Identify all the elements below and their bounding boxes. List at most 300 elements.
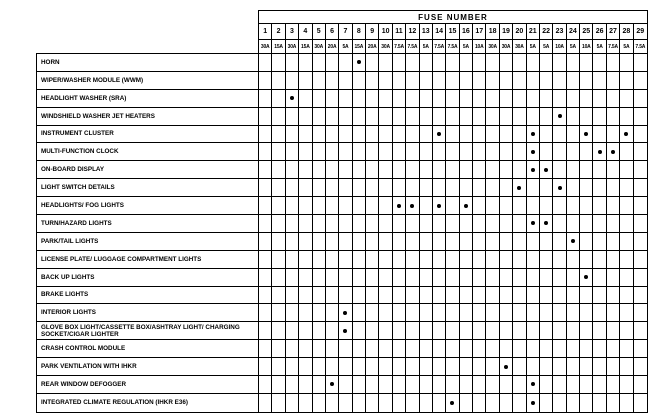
fuse-cell <box>446 143 459 160</box>
fuse-cell <box>366 304 379 321</box>
table-row <box>37 394 647 412</box>
fuse-cell <box>580 358 593 375</box>
amp-rating-cell: 30A <box>259 40 272 53</box>
fuse-cell <box>460 304 473 321</box>
row-label: REAR WINDOW DEFOGGER <box>37 376 259 393</box>
row-cells <box>259 108 647 125</box>
fuse-cell <box>473 143 486 160</box>
table-row <box>37 179 647 197</box>
fuse-cell <box>460 54 473 71</box>
row-cells <box>259 143 647 160</box>
row-cells <box>259 358 647 375</box>
fuse-cell <box>567 126 580 143</box>
fuse-cell <box>299 54 312 71</box>
fuse-marker-dot <box>330 382 334 386</box>
fuse-cell <box>420 251 433 268</box>
fuse-cell <box>339 197 352 214</box>
fuse-cell <box>513 161 526 178</box>
fuse-cell <box>272 322 285 339</box>
fuse-cell <box>393 179 406 196</box>
fuse-marker-dot <box>598 150 602 154</box>
fuse-cell <box>634 90 647 107</box>
fuse-cell <box>393 197 406 214</box>
fuse-cell <box>567 197 580 214</box>
fuse-cell <box>286 251 299 268</box>
fuse-cell <box>259 358 272 375</box>
fuse-cell <box>500 304 513 321</box>
fuse-cell <box>486 233 499 250</box>
row-cells <box>259 215 647 232</box>
fuse-marker-dot <box>450 401 454 405</box>
fuse-marker-dot <box>531 168 535 172</box>
fuse-cell <box>286 54 299 71</box>
fuse-cell <box>259 179 272 196</box>
fuse-cell <box>393 233 406 250</box>
fuse-cell <box>326 304 339 321</box>
fuse-cell <box>460 358 473 375</box>
row-cells <box>259 304 647 321</box>
fuse-cell <box>567 54 580 71</box>
fuse-cell <box>593 197 606 214</box>
fuse-cell <box>513 215 526 232</box>
fuse-cell <box>420 54 433 71</box>
fuse-number-cell: 25 <box>580 24 593 39</box>
fuse-cell <box>486 197 499 214</box>
fuse-cell <box>620 90 633 107</box>
fuse-cell <box>379 251 392 268</box>
fuse-cell <box>634 269 647 286</box>
fuse-cell <box>580 322 593 339</box>
fuse-cell <box>299 179 312 196</box>
fuse-cell <box>339 161 352 178</box>
fuse-cell <box>500 287 513 304</box>
fuse-cell <box>286 394 299 412</box>
table-row <box>37 251 647 269</box>
fuse-cell <box>299 269 312 286</box>
fuse-cell <box>553 304 566 321</box>
fuse-cell <box>527 304 540 321</box>
fuse-cell <box>540 251 553 268</box>
fuse-cell <box>313 251 326 268</box>
fuse-cell <box>634 358 647 375</box>
fuse-cell <box>567 161 580 178</box>
fuse-cell <box>272 394 285 412</box>
fuse-cell <box>473 126 486 143</box>
amp-rating-cell: 5A <box>527 40 540 53</box>
fuse-cell <box>406 251 419 268</box>
fuse-cell <box>486 376 499 393</box>
fuse-cell <box>446 161 459 178</box>
amp-rating-cell: 5A <box>339 40 352 53</box>
fuse-cell <box>326 269 339 286</box>
fuse-cell <box>406 108 419 125</box>
fuse-cell <box>460 179 473 196</box>
fuse-cell <box>353 126 366 143</box>
fuse-cell <box>433 304 446 321</box>
fuse-cell <box>420 143 433 160</box>
fuse-number-cell: 23 <box>553 24 566 39</box>
row-cells <box>259 287 647 304</box>
fuse-cell <box>366 54 379 71</box>
fuse-cell <box>634 287 647 304</box>
fuse-cell <box>540 394 553 412</box>
fuse-cell <box>366 197 379 214</box>
fuse-cell <box>353 143 366 160</box>
fuse-cell <box>379 233 392 250</box>
fuse-cell <box>446 340 459 357</box>
fuse-cell <box>353 340 366 357</box>
row-cells <box>259 376 647 393</box>
fuse-cell <box>299 304 312 321</box>
fuse-cell <box>326 233 339 250</box>
fuse-cell <box>634 126 647 143</box>
fuse-cell <box>634 394 647 412</box>
fuse-cell <box>460 72 473 89</box>
fuse-cell <box>406 179 419 196</box>
fuse-cell <box>366 322 379 339</box>
fuse-cell <box>473 54 486 71</box>
fuse-cell <box>460 215 473 232</box>
fuse-cell <box>500 215 513 232</box>
row-label: TURN/HAZARD LIGHTS <box>37 215 259 232</box>
row-label: PARK VENTILATION WITH IHKR <box>37 358 259 375</box>
fuse-cell <box>446 322 459 339</box>
fuse-cell <box>420 233 433 250</box>
fuse-cell <box>286 126 299 143</box>
fuse-cell <box>433 233 446 250</box>
fuse-cell <box>460 90 473 107</box>
fuse-cell <box>393 108 406 125</box>
fuse-cell <box>433 251 446 268</box>
fuse-marker-dot <box>343 329 347 333</box>
fuse-cell <box>353 358 366 375</box>
fuse-cell <box>513 394 526 412</box>
fuse-cell <box>500 54 513 71</box>
amp-ratings-row <box>259 40 647 53</box>
fuse-cell <box>527 126 540 143</box>
fuse-cell <box>272 251 285 268</box>
fuse-number-cell: 26 <box>593 24 606 39</box>
fuse-cell <box>513 108 526 125</box>
row-label: WIPER/WASHER MODULE (WWM) <box>37 72 259 89</box>
fuse-cell <box>379 179 392 196</box>
fuse-cell <box>513 72 526 89</box>
fuse-cell <box>379 304 392 321</box>
fuse-cell <box>486 322 499 339</box>
fuse-cell <box>433 197 446 214</box>
fuse-cell <box>634 304 647 321</box>
fuse-cell <box>620 340 633 357</box>
fuse-cell <box>580 143 593 160</box>
fuse-cell <box>473 304 486 321</box>
fuse-cell <box>326 358 339 375</box>
fuse-cell <box>366 287 379 304</box>
fuse-cell <box>379 287 392 304</box>
row-label: PARK/TAIL LIGHTS <box>37 233 259 250</box>
fuse-cell <box>607 304 620 321</box>
amp-rating-cell: 10A <box>553 40 566 53</box>
fuse-cell <box>313 54 326 71</box>
fuse-cell <box>420 161 433 178</box>
fuse-cell <box>580 108 593 125</box>
fuse-cell <box>527 376 540 393</box>
fuse-cell <box>607 179 620 196</box>
fuse-cell <box>379 161 392 178</box>
amp-rating-cell: 7.5A <box>393 40 406 53</box>
fuse-cell <box>460 340 473 357</box>
fuse-cell <box>313 340 326 357</box>
fuse-cell <box>259 376 272 393</box>
fuse-grid-header <box>258 10 648 53</box>
fuse-cell <box>634 197 647 214</box>
fuse-cell <box>379 269 392 286</box>
fuse-cell <box>420 358 433 375</box>
row-label: BACK UP LIGHTS <box>37 269 259 286</box>
fuse-cell <box>326 90 339 107</box>
fuse-cell <box>620 322 633 339</box>
table-row <box>37 54 647 72</box>
table-header-band <box>36 10 648 53</box>
fuse-cell <box>540 197 553 214</box>
fuse-cell <box>299 287 312 304</box>
fuse-numbers-row <box>259 24 647 40</box>
fuse-cell <box>259 340 272 357</box>
fuse-cell <box>540 340 553 357</box>
fuse-cell <box>486 126 499 143</box>
fuse-cell <box>580 269 593 286</box>
fuse-cell <box>313 215 326 232</box>
fuse-cell <box>313 197 326 214</box>
fuse-marker-dot <box>584 132 588 136</box>
fuse-cell <box>513 376 526 393</box>
fuse-cell <box>406 215 419 232</box>
fuse-cell <box>406 287 419 304</box>
fuse-marker-dot <box>558 186 562 190</box>
row-cells <box>259 340 647 357</box>
fuse-cell <box>607 108 620 125</box>
fuse-cell <box>326 108 339 125</box>
fuse-cell <box>420 322 433 339</box>
fuse-cell <box>366 340 379 357</box>
fuse-cell <box>286 72 299 89</box>
fuse-cell <box>567 322 580 339</box>
fuse-cell <box>286 108 299 125</box>
fuse-cell <box>259 322 272 339</box>
fuse-cell <box>446 197 459 214</box>
fuse-cell <box>620 108 633 125</box>
fuse-cell <box>272 287 285 304</box>
fuse-cell <box>620 287 633 304</box>
row-cells <box>259 54 647 71</box>
fuse-cell <box>353 304 366 321</box>
fuse-cell <box>259 304 272 321</box>
fuse-cell <box>540 233 553 250</box>
fuse-cell <box>580 233 593 250</box>
fuse-cell <box>634 143 647 160</box>
fuse-cell <box>593 54 606 71</box>
fuse-cell <box>379 376 392 393</box>
row-label: HEADLIGHTS/ FOG LIGHTS <box>37 197 259 214</box>
row-label: CRASH CONTROL MODULE <box>37 340 259 357</box>
fuse-cell <box>313 161 326 178</box>
fuse-number-cell: 14 <box>433 24 446 39</box>
fuse-cell <box>607 54 620 71</box>
fuse-cell <box>286 161 299 178</box>
fuse-cell <box>259 90 272 107</box>
fuse-cell <box>460 376 473 393</box>
fuse-number-cell: 5 <box>313 24 326 39</box>
amp-rating-cell: 5A <box>540 40 553 53</box>
fuse-cell <box>567 269 580 286</box>
fuse-cell <box>473 161 486 178</box>
fuse-cell <box>366 376 379 393</box>
fuse-cell <box>299 161 312 178</box>
fuse-cell <box>553 108 566 125</box>
fuse-cell <box>326 126 339 143</box>
fuse-cell <box>527 269 540 286</box>
fuse-cell <box>353 90 366 107</box>
table-row <box>37 108 647 126</box>
fuse-cell <box>259 72 272 89</box>
fuse-cell <box>299 376 312 393</box>
row-label: INSTRUMENT CLUSTER <box>37 126 259 143</box>
fuse-cell <box>379 54 392 71</box>
fuse-cell <box>433 179 446 196</box>
fuse-cell <box>420 197 433 214</box>
fuse-cell <box>272 358 285 375</box>
fuse-cell <box>460 126 473 143</box>
fuse-cell <box>634 108 647 125</box>
fuse-cell <box>473 322 486 339</box>
fuse-cell <box>406 358 419 375</box>
fuse-cell <box>593 376 606 393</box>
fuse-cell <box>299 394 312 412</box>
row-label: WINDSHIELD WASHER JET HEATERS <box>37 108 259 125</box>
fuse-cell <box>299 143 312 160</box>
fuse-cell <box>286 197 299 214</box>
fuse-cell <box>580 179 593 196</box>
row-label: HEADLIGHT WASHER (SRA) <box>37 90 259 107</box>
fuse-cell <box>272 340 285 357</box>
fuse-cell <box>500 358 513 375</box>
table-row <box>37 143 647 161</box>
fuse-marker-dot <box>290 96 294 100</box>
fuse-cell <box>259 54 272 71</box>
fuse-cell <box>486 251 499 268</box>
fuse-cell <box>486 358 499 375</box>
fuse-cell <box>580 54 593 71</box>
fuse-marker-dot <box>437 132 441 136</box>
row-cells <box>259 90 647 107</box>
fuse-cell <box>353 376 366 393</box>
fuse-cell <box>473 376 486 393</box>
fuse-cell <box>607 376 620 393</box>
fuse-marker-dot <box>531 132 535 136</box>
amp-rating-cell: 7.5A <box>446 40 459 53</box>
fuse-cell <box>513 143 526 160</box>
fuse-cell <box>393 161 406 178</box>
fuse-cell <box>553 322 566 339</box>
fuse-cell <box>580 215 593 232</box>
fuse-cell <box>527 90 540 107</box>
fuse-cell <box>527 340 540 357</box>
fuse-cell <box>339 90 352 107</box>
fuse-cell <box>286 143 299 160</box>
fuse-marker-dot <box>531 150 535 154</box>
fuse-cell <box>353 54 366 71</box>
fuse-cell <box>634 179 647 196</box>
fuse-cell <box>513 179 526 196</box>
table-row <box>37 269 647 287</box>
fuse-cell <box>379 322 392 339</box>
fuse-cell <box>446 269 459 286</box>
fuse-cell <box>286 90 299 107</box>
fuse-cell <box>339 108 352 125</box>
fuse-cell <box>593 90 606 107</box>
fuse-cell <box>567 340 580 357</box>
fuse-cell <box>513 322 526 339</box>
fuse-cell <box>286 322 299 339</box>
fuse-cell <box>420 126 433 143</box>
fuse-cell <box>567 143 580 160</box>
fuse-cell <box>272 179 285 196</box>
fuse-cell <box>580 72 593 89</box>
fuse-allocation-table <box>36 10 648 413</box>
fuse-cell <box>500 376 513 393</box>
fuse-cell <box>379 90 392 107</box>
fuse-cell <box>406 376 419 393</box>
fuse-number-cell: 11 <box>393 24 406 39</box>
fuse-cell <box>527 161 540 178</box>
row-cells <box>259 322 647 339</box>
fuse-cell <box>299 322 312 339</box>
amp-rating-cell: 5A <box>620 40 633 53</box>
fuse-number-cell: 3 <box>286 24 299 39</box>
amp-rating-cell: 30A <box>313 40 326 53</box>
fuse-cell <box>540 108 553 125</box>
fuse-cell <box>366 161 379 178</box>
fuse-cell <box>420 108 433 125</box>
fuse-cell <box>553 287 566 304</box>
fuse-cell <box>500 143 513 160</box>
fuse-cell <box>620 269 633 286</box>
fuse-cell <box>366 269 379 286</box>
fuse-cell <box>259 287 272 304</box>
fuse-number-cell: 24 <box>567 24 580 39</box>
fuse-cell <box>553 376 566 393</box>
row-cells <box>259 126 647 143</box>
amp-rating-cell: 30A <box>286 40 299 53</box>
fuse-cell <box>593 304 606 321</box>
fuse-cell <box>486 179 499 196</box>
fuse-cell <box>339 72 352 89</box>
fuse-cell <box>433 126 446 143</box>
fuse-marker-dot <box>464 204 468 208</box>
fuse-cell <box>326 143 339 160</box>
amp-rating-cell: 30A <box>500 40 513 53</box>
fuse-cell <box>286 376 299 393</box>
row-cells <box>259 233 647 250</box>
fuse-cell <box>299 90 312 107</box>
fuse-cell <box>473 197 486 214</box>
fuse-cell <box>446 215 459 232</box>
fuse-cell <box>366 179 379 196</box>
row-cells <box>259 269 647 286</box>
row-label: INTEGRATED CLIMATE REGULATION (IHKR E36) <box>37 394 259 412</box>
fuse-cell <box>620 179 633 196</box>
fuse-cell <box>593 269 606 286</box>
fuse-cell <box>393 394 406 412</box>
